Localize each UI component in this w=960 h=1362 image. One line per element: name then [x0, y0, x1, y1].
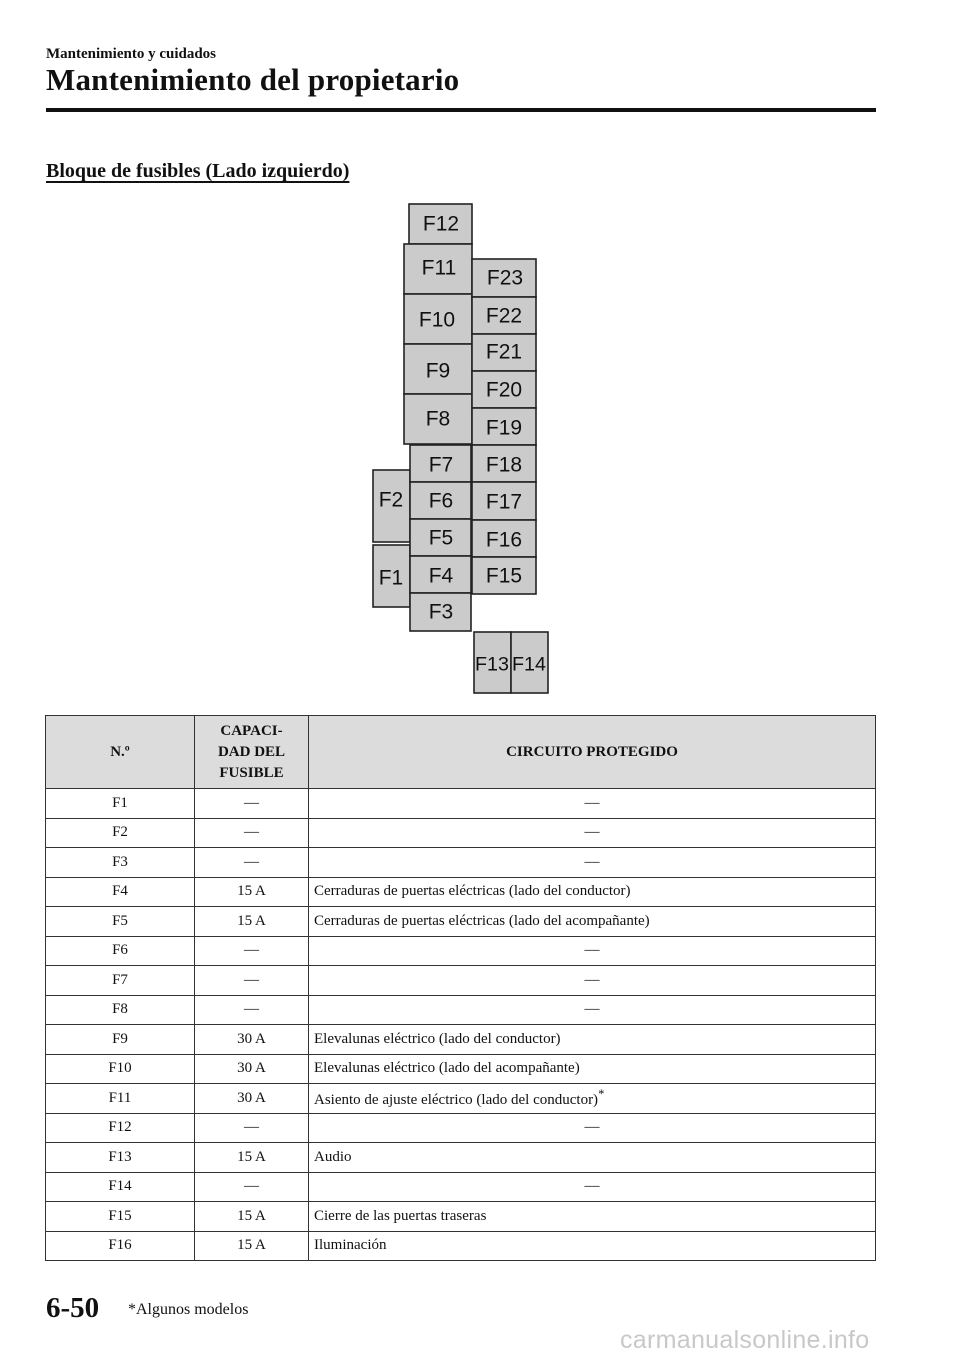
cell-capacity: — — [195, 995, 309, 1025]
cell-num: F2 — [46, 818, 195, 848]
fuse-label-F18: F18 — [485, 453, 523, 477]
cell-circuit — [309, 907, 876, 937]
cell-num: F7 — [46, 966, 195, 996]
table-row — [46, 1231, 876, 1261]
header-capacity-line-1: CAPACI- — [220, 722, 283, 739]
table-row — [46, 936, 876, 966]
cell-circuit-text: Elevalunas eléctrico (lado del conductor) — [314, 1030, 561, 1047]
fuse-label-F23: F23 — [486, 266, 524, 290]
cell-circuit — [309, 1231, 876, 1261]
cell-capacity: — — [195, 1113, 309, 1143]
cell-num: F10 — [46, 1054, 195, 1084]
cell-circuit-text: Cierre de las puertas traseras — [314, 1207, 487, 1224]
header-num: N.º — [46, 716, 195, 789]
footnote: *Algunos modelos — [128, 1301, 249, 1318]
cell-capacity: 30 A — [195, 1025, 309, 1055]
fuse-label-F14: F14 — [512, 654, 547, 676]
cell-circuit-text: Cerraduras de puertas eléctricas (lado del conductor) — [314, 883, 631, 900]
cell-circuit — [309, 966, 876, 996]
fuse-box-diagram — [360, 200, 555, 700]
cell-capacity: 15 A — [195, 1202, 309, 1232]
fuse-label-F3: F3 — [428, 600, 454, 624]
table-row — [46, 995, 876, 1025]
cell-num: F6 — [46, 936, 195, 966]
cell-circuit — [309, 789, 876, 819]
page-number: 6-50 — [46, 1292, 100, 1324]
header-capacity-line-3: FUSIBLE — [219, 764, 284, 781]
fuse-label-F15: F15 — [485, 564, 523, 588]
cell-circuit-text: Audio — [314, 1148, 352, 1165]
header-circuit: CIRCUITO PROTEGIDO — [309, 716, 876, 789]
fuse-label-F8: F8 — [425, 407, 451, 431]
cell-capacity: 15 A — [195, 877, 309, 907]
fuse-label-F11: F11 — [421, 256, 457, 280]
cell-num: F1 — [46, 789, 195, 819]
fuse-label-F12: F12 — [422, 212, 460, 236]
cell-num: F3 — [46, 848, 195, 878]
table-row — [46, 907, 876, 937]
cell-num: F5 — [46, 907, 195, 937]
cell-num: F9 — [46, 1025, 195, 1055]
fuse-label-F4: F4 — [428, 564, 454, 588]
page-title: Mantenimiento del propietario — [46, 62, 460, 97]
cell-circuit-text: — — [584, 824, 600, 841]
cell-num: F12 — [46, 1113, 195, 1143]
cell-circuit-text: Iluminación — [314, 1237, 387, 1254]
cell-capacity: — — [195, 818, 309, 848]
cell-circuit-text: Elevalunas eléctrico (lado del acompañante) — [314, 1060, 580, 1077]
cell-capacity: 15 A — [195, 1143, 309, 1173]
cell-circuit-text: — — [584, 1178, 600, 1195]
table-row — [46, 848, 876, 878]
cell-num: F8 — [46, 995, 195, 1025]
cell-circuit — [309, 995, 876, 1025]
table-body — [46, 789, 876, 1261]
table-row — [46, 1113, 876, 1143]
cell-circuit-text: Cerraduras de puertas eléctricas (lado del acompañante) — [314, 912, 650, 929]
watermark: carmanualsonline.info — [620, 1326, 870, 1354]
table-header-row — [46, 716, 876, 789]
table-row — [46, 1202, 876, 1232]
cell-num: F11 — [46, 1084, 195, 1114]
cell-circuit — [309, 877, 876, 907]
cell-capacity: 30 A — [195, 1084, 309, 1114]
cell-circuit — [309, 1054, 876, 1084]
fuse-label-F2: F2 — [378, 488, 404, 512]
table-row — [46, 1143, 876, 1173]
fuse-label-F6: F6 — [428, 489, 454, 513]
fuse-label-F21: F21 — [485, 340, 523, 364]
cell-circuit-text: — — [584, 971, 600, 988]
table-row — [46, 1025, 876, 1055]
cell-capacity: 15 A — [195, 1231, 309, 1261]
cell-capacity: — — [195, 789, 309, 819]
fuse-table — [45, 715, 876, 1261]
table-row — [46, 1172, 876, 1202]
fuse-label-F17: F17 — [485, 490, 523, 514]
fuse-label-F19: F19 — [485, 416, 523, 440]
cell-circuit-text: — — [584, 942, 600, 959]
cell-circuit — [309, 1113, 876, 1143]
cell-num: F16 — [46, 1231, 195, 1261]
cell-capacity: — — [195, 1172, 309, 1202]
table-row — [46, 789, 876, 819]
cell-capacity: — — [195, 966, 309, 996]
cell-num: F13 — [46, 1143, 195, 1173]
table-row — [46, 877, 876, 907]
cell-circuit — [309, 818, 876, 848]
cell-circuit — [309, 1172, 876, 1202]
header-capacity — [195, 716, 309, 789]
cell-circuit-text: Asiento de ajuste eléctrico (lado del conductor) — [314, 1092, 599, 1109]
cell-num: F14 — [46, 1172, 195, 1202]
cell-circuit — [309, 848, 876, 878]
cell-circuit-text: — — [584, 1119, 600, 1136]
table-row — [46, 1084, 876, 1114]
fuse-label-F16: F16 — [485, 528, 523, 552]
cell-circuit — [309, 1202, 876, 1232]
cell-circuit-text: — — [584, 853, 600, 870]
fuse-label-F22: F22 — [485, 304, 523, 328]
table-row — [46, 1054, 876, 1084]
fuse-label-F13: F13 — [475, 654, 509, 676]
section-label: Mantenimiento y cuidados — [46, 46, 217, 62]
cell-capacity: 30 A — [195, 1054, 309, 1084]
cell-capacity: — — [195, 936, 309, 966]
title-divider — [46, 108, 876, 112]
cell-circuit-text: — — [584, 794, 600, 811]
cell-capacity: 15 A — [195, 907, 309, 937]
table-row — [46, 818, 876, 848]
cell-circuit — [309, 936, 876, 966]
fuse-label-F10: F10 — [418, 308, 456, 332]
fuse-label-F5: F5 — [428, 526, 454, 550]
cell-circuit — [309, 1143, 876, 1173]
cell-circuit-text: — — [584, 1001, 600, 1018]
fuse-label-F7: F7 — [428, 453, 454, 477]
table-row — [46, 966, 876, 996]
cell-num: F15 — [46, 1202, 195, 1232]
cell-capacity: — — [195, 848, 309, 878]
cell-circuit — [309, 1084, 876, 1114]
fuse-label-F9: F9 — [425, 359, 451, 383]
cell-circuit — [309, 1025, 876, 1055]
subheading: Bloque de fusibles (Lado izquierdo) — [46, 160, 350, 182]
header-capacity-line-2: DAD DEL — [217, 743, 286, 760]
fuse-label-F20: F20 — [485, 378, 523, 402]
fuse-label-F1: F1 — [378, 566, 404, 590]
footnote-mark: * — [598, 1087, 605, 1102]
cell-num: F4 — [46, 877, 195, 907]
